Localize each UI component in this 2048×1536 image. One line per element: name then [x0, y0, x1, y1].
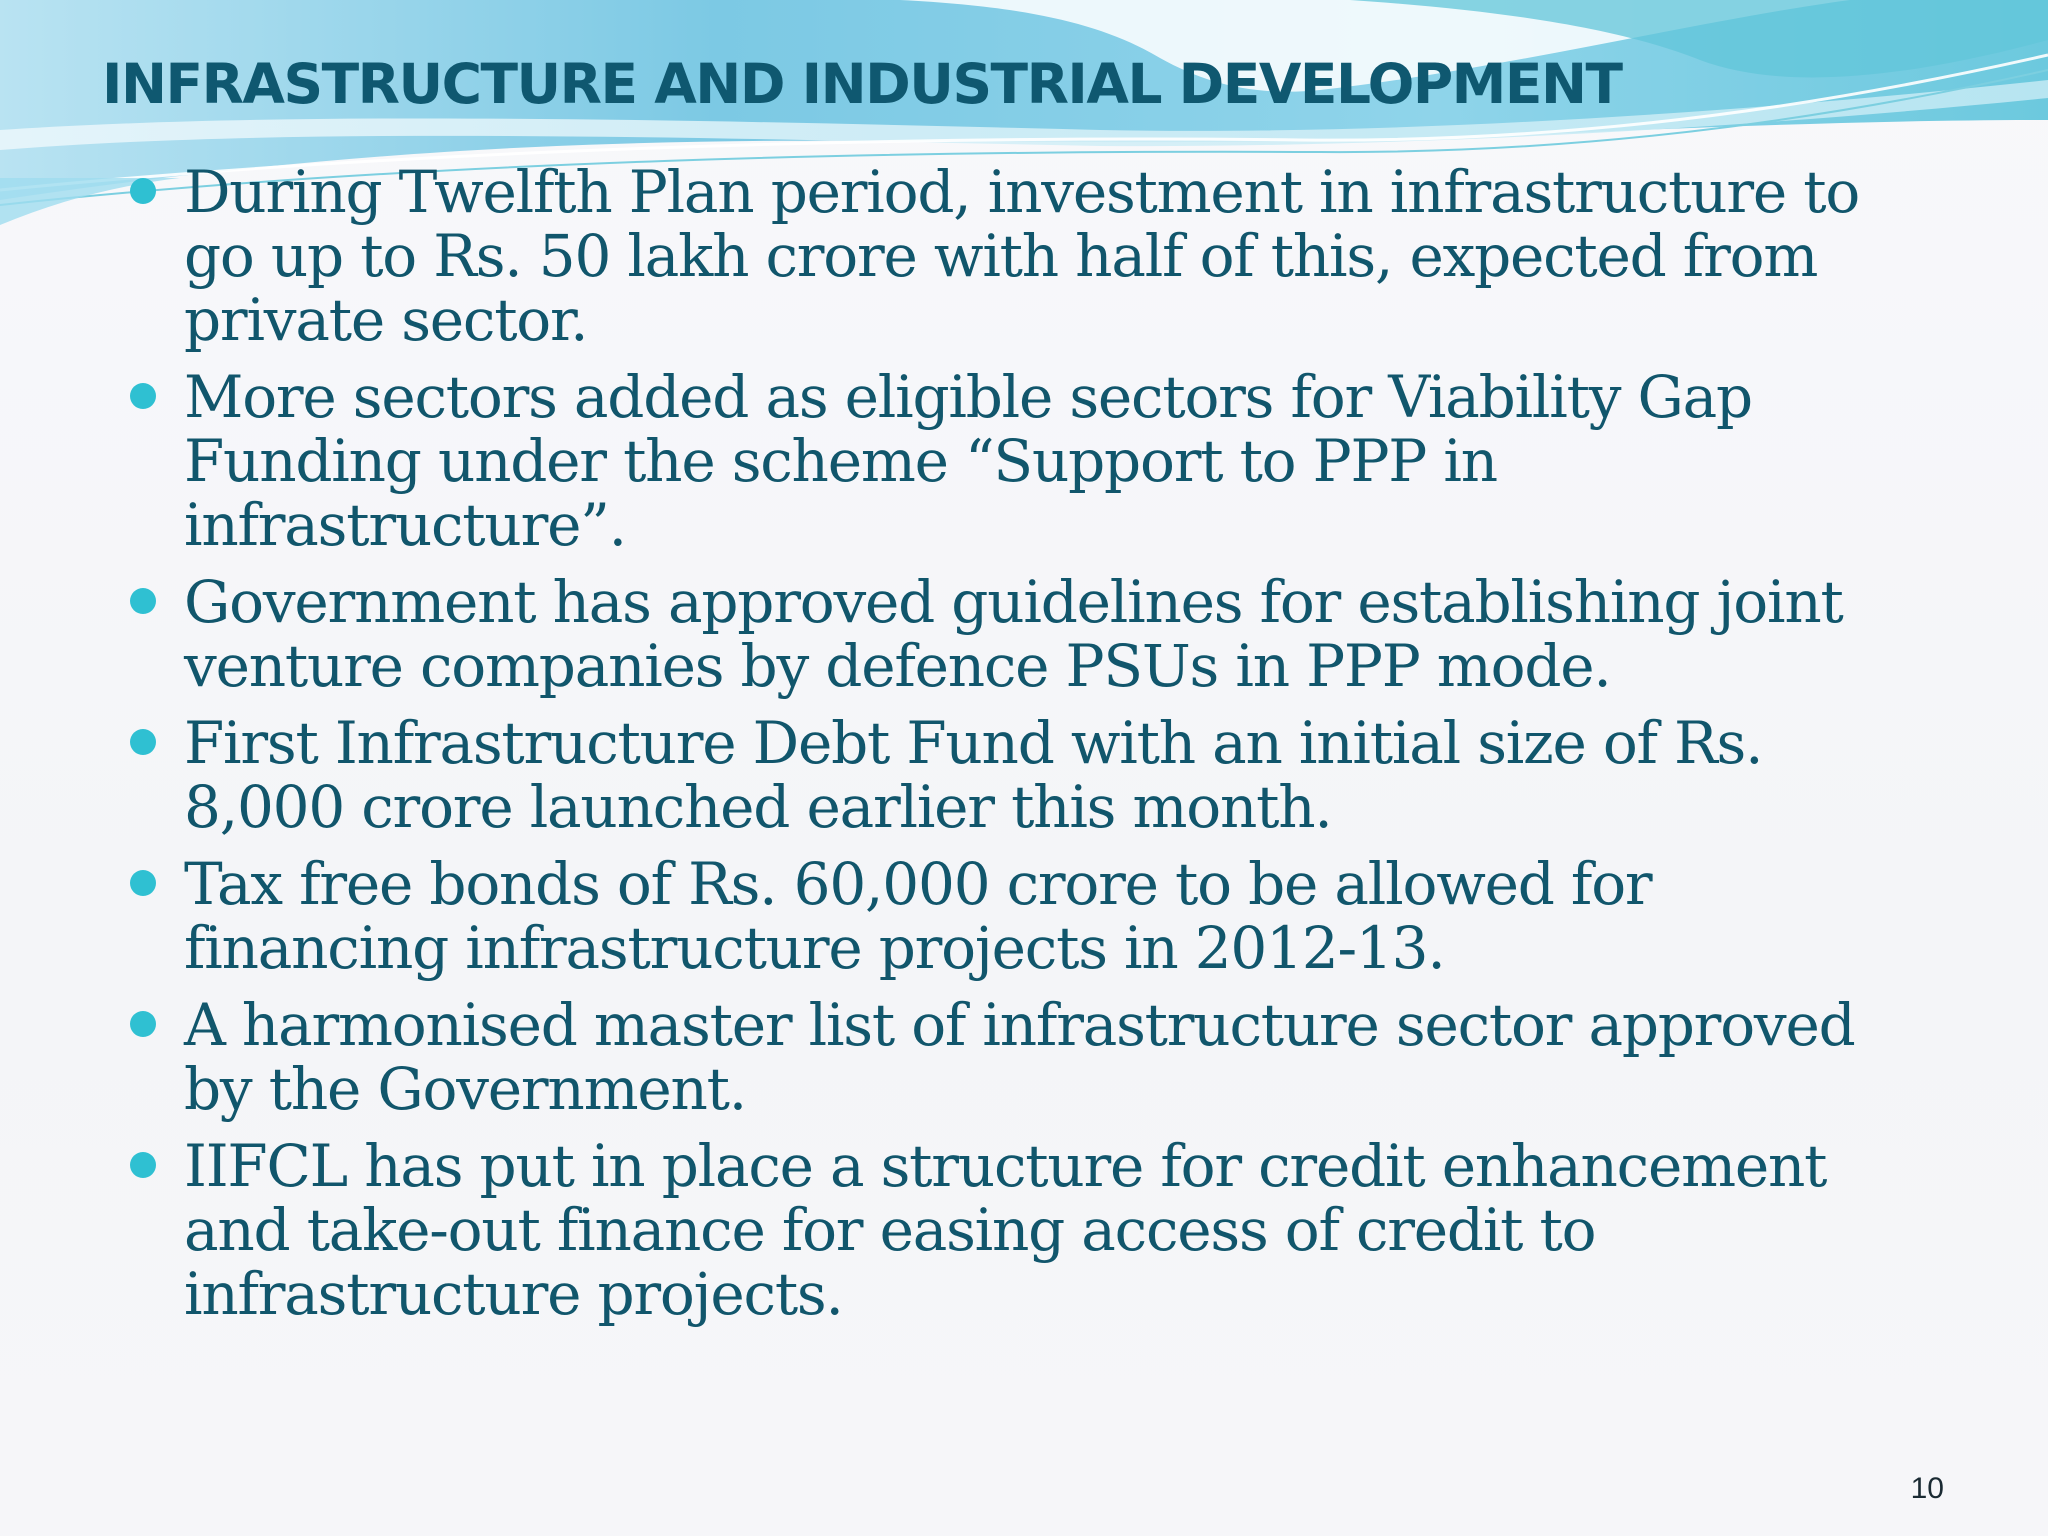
bullet-text: A harmonised master list of infrastructure sector approved by the Government.	[184, 991, 1855, 1123]
bullet-item	[130, 1134, 1930, 1326]
bullet-dot-icon	[130, 1011, 156, 1037]
bullet-text: IIFCL has put in place a structure for credit enhancement and take-out finance for easing access of credit to infrastructure projects.	[184, 1132, 1827, 1328]
bullet-dot-icon	[130, 1152, 156, 1178]
bullet-item	[130, 570, 1930, 698]
bullet-text: During Twelfth Plan period, investment in infrastructure to go up to Rs. 50 lakh crore with half of this, expected from private sector.	[184, 158, 1860, 354]
bullet-item	[130, 852, 1930, 980]
bullet-dot-icon	[130, 729, 156, 755]
bullet-dot-icon	[130, 383, 156, 409]
slide-title: INFRASTRUCTURE AND INDUSTRIAL DEVELOPMENT	[102, 52, 1622, 116]
bullet-text: More sectors added as eligible sectors for Viability Gap Funding under the scheme “Support to PPP in infrastructure”.	[184, 363, 1752, 559]
bullet-item	[130, 711, 1930, 839]
bullet-text: Tax free bonds of Rs. 60,000 crore to be allowed for financing infrastructure projects in 2012-13.	[184, 850, 1652, 982]
bullet-text: Government has approved guidelines for establishing joint venture companies by defence PSUs in PPP mode.	[184, 568, 1843, 700]
bullet-item	[130, 160, 1930, 352]
bullet-text: First Infrastructure Debt Fund with an initial size of Rs. 8,000 crore launched earlier this month.	[184, 709, 1763, 841]
bullet-item	[130, 365, 1930, 557]
bullet-list	[130, 160, 1930, 1339]
bullet-dot-icon	[130, 588, 156, 614]
bullet-dot-icon	[130, 178, 156, 204]
bullet-item	[130, 993, 1930, 1121]
bullet-dot-icon	[130, 870, 156, 896]
page-number: 10	[1910, 1472, 1944, 1505]
